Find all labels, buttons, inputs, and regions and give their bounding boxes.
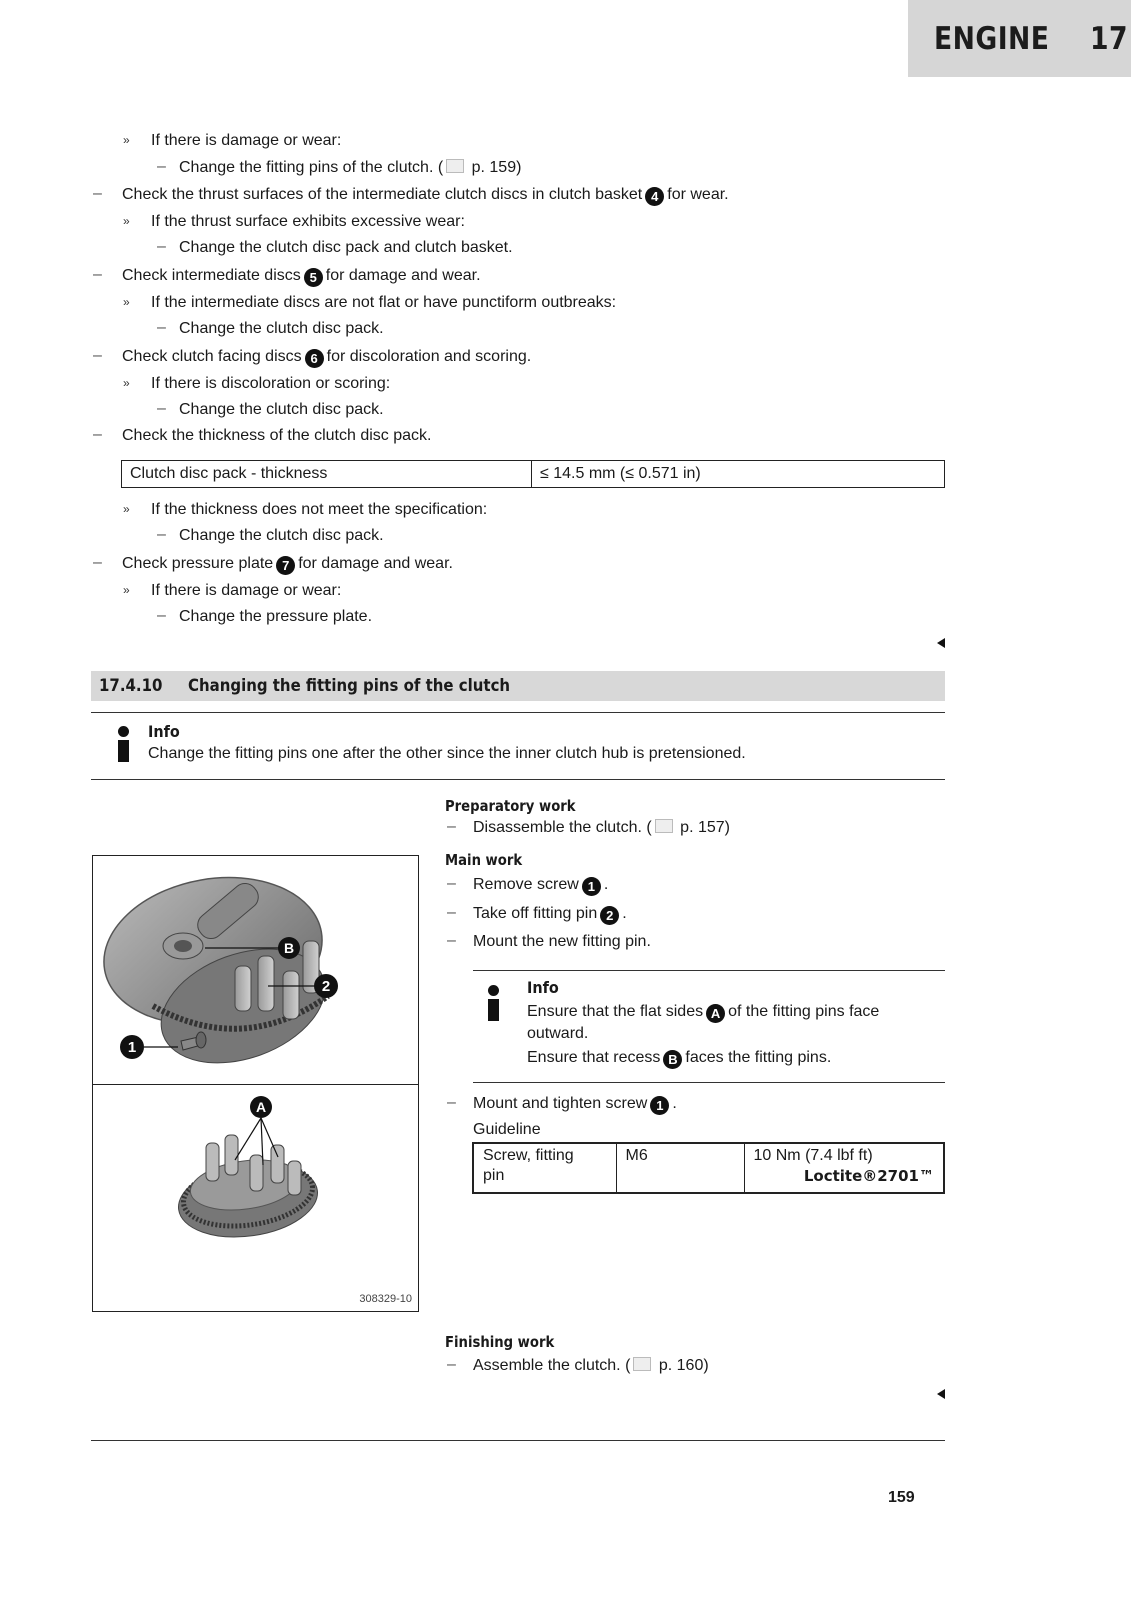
info-title: Info [527,978,559,997]
section-number: 17.4.10 [99,676,163,696]
step-dash: – [93,185,102,202]
step-dash: – [447,1356,456,1373]
callout-a: A [706,1004,725,1023]
step-dash: – [93,554,102,571]
condition-marker: » [123,295,130,309]
condition-marker: » [123,133,130,147]
footer-divider [91,1440,945,1441]
step-text: Check intermediate discs 5 for damage and wear. [122,267,481,285]
step-dash: – [447,875,456,892]
step-dash: – [93,347,102,364]
callout-5: 5 [304,268,323,287]
callout-2: 2 [600,906,619,925]
step-text: Check the thrust surfaces of the intermediate clutch discs in clutch basket 4 for wear. [122,186,729,204]
step-text: Check clutch facing discs 6 for discoloration and scoring. [122,348,532,366]
main-step-3: Mount the new fitting pin. [473,933,651,950]
divider [473,970,945,971]
callout-6: 6 [305,349,324,368]
page-number: 159 [888,1489,915,1506]
info-text: Change the fitting pins one after the other since the inner clutch hub is pretensioned. [148,745,746,762]
action-dash: – [157,526,166,543]
step-text: Check pressure plate 7 for damage and wear. [122,555,453,573]
info-icon [112,726,134,762]
condition-text: If there is damage or wear: [151,582,342,599]
book-icon [655,819,673,833]
condition-text: If there is discoloration or scoring: [151,375,391,392]
prep-step-link[interactable]: Disassemble the clutch. ( p. 157) [473,819,730,836]
torque-table [472,1142,945,1194]
callout-b: B [663,1050,682,1069]
info-title: Info [148,722,180,741]
finishing-heading: Finishing work [445,1333,555,1351]
preparatory-heading: Preparatory work [445,797,576,815]
action-text: Change the clutch disc pack. [179,527,384,544]
figure-code: 308329-10 [359,1293,412,1305]
step-dash: – [447,932,456,949]
condition-marker: » [123,214,130,228]
spec-label: Clutch disc pack - thickness [122,461,532,488]
main-step-2: Take off fitting pin 2 . [473,905,627,923]
section-heading [91,671,945,701]
chapter-title: ENGINE [934,20,1050,57]
action-text: Change the clutch disc pack and clutch basket. [179,239,513,256]
book-icon [633,1357,651,1371]
callout-2-label: 2 [321,978,331,995]
action-dash: – [157,319,166,336]
end-marker-icon [937,638,945,648]
callout-1: 1 [650,1096,669,1115]
step-dash: – [447,904,456,921]
divider [91,779,945,780]
action-text: Change the pressure plate. [179,608,373,625]
torque-value: 10 Nm (7.4 lbf ft) Loctite®2701™ [744,1143,944,1193]
main-work-heading: Main work [445,851,523,869]
finish-step-link[interactable]: Assemble the clutch. ( p. 160) [473,1357,709,1374]
step-dash: – [93,266,102,283]
condition-text: If the intermediate discs are not flat or have punctiform outbreaks: [151,294,617,311]
callout-7: 7 [276,556,295,575]
book-icon [446,159,464,173]
section-title: Changing the fitting pins of the clutch [187,676,510,696]
action-dash: – [157,158,166,175]
step-dash: – [447,818,456,835]
main-step-4: Mount and tighten screw 1 . [473,1095,677,1113]
callout-1: 1 [582,877,601,896]
action-link-text[interactable]: Change the fitting pins of the clutch. ( p. 159) [179,159,522,176]
info-icon [482,985,504,1021]
torque-thread: M6 [616,1143,744,1193]
callout-b-label: B [283,940,295,956]
end-marker-icon [937,1389,945,1399]
main-step-1: Remove screw 1 . [473,876,609,894]
action-dash: – [157,607,166,624]
torque-item: Screw, fitting pin [473,1143,616,1193]
spec-value: ≤ 14.5 mm (≤ 0.571 in) [532,461,945,488]
clutch-hub-fitting-pins-image [93,1085,417,1311]
divider [91,712,945,713]
condition-text: If the thrust surface exhibits excessive wear: [151,213,465,230]
action-dash: – [157,400,166,417]
step-text: Check the thickness of the clutch disc pack. [122,427,432,444]
info-text-1-cont: outward. [527,1025,589,1042]
condition-text: If the thickness does not meet the specification: [151,501,488,518]
clutch-figure [92,855,419,1312]
info-text-1: Ensure that the flat sides A of the fitting pins face [527,1003,880,1021]
condition-text: If there is damage or wear: [151,132,342,149]
callout-4: 4 [645,187,664,206]
spec-table [121,460,945,488]
info-text-2: Ensure that recess B faces the fitting pins. [527,1049,832,1067]
step-dash: – [93,426,102,443]
condition-marker: » [123,502,130,516]
condition-marker: » [123,583,130,597]
divider [473,1082,945,1083]
action-text: Change the clutch disc pack. [179,320,384,337]
step-dash: – [447,1094,456,1111]
condition-marker: » [123,376,130,390]
callout-a-label: A [255,1099,267,1115]
chapter-tab [908,0,1131,77]
clutch-hub-exploded-image [93,856,417,1082]
chapter-number: 17 [1090,20,1129,57]
action-dash: – [157,238,166,255]
action-text: Change the clutch disc pack. [179,401,384,418]
guideline-label: Guideline [473,1121,541,1138]
callout-1-label: 1 [127,1039,137,1056]
